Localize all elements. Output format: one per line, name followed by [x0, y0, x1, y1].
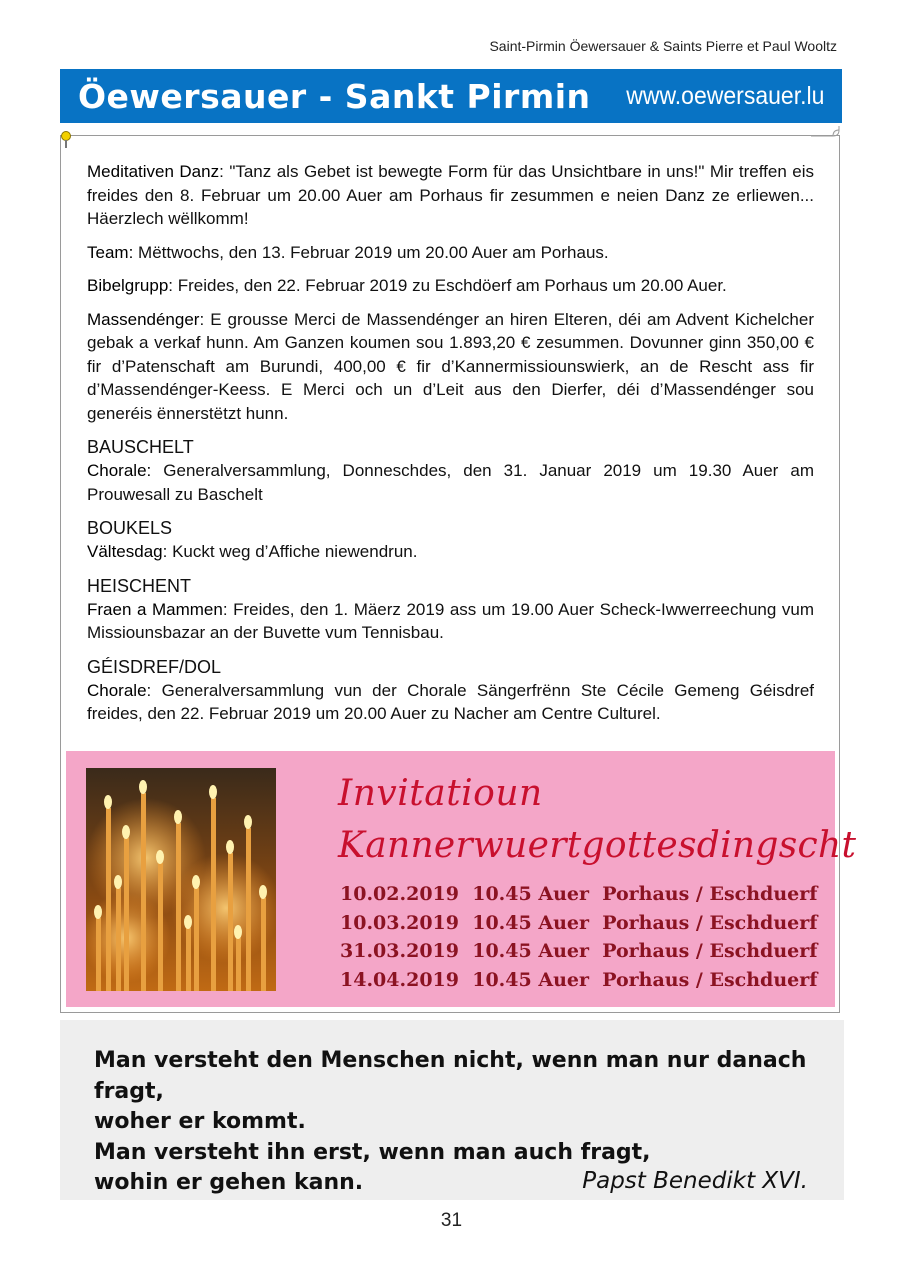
section-heading: BOUKELS	[87, 518, 173, 538]
section-heading: GÉISDREF/DOL	[87, 656, 222, 677]
section-heading: BAUSCHELT	[87, 437, 194, 457]
date-line: 31.03.2019 10.45 Auer Porhaus / Eschduerf	[340, 940, 818, 962]
announcement-item: Team: Mëttwochs, den 13. Februar 2019 um 20.00 Auer am Porhaus.	[87, 242, 609, 262]
quote-line: wohin er gehen kann.	[94, 1170, 364, 1195]
invitation-subtitle: Kannerwuertgottesdingscht	[338, 825, 857, 866]
quote-line: Man versteht ihn erst, wenn man auch fragt,	[94, 1139, 651, 1165]
announcement-content	[87, 160, 814, 736]
section-item: Fraen a Mammen: Freides, den 1. Mäerz 2019 ass um 19.00 Auer Scheck-Iwwerreechung vum Missiounsbazar an der Buvette vum Tennisbau.	[87, 599, 814, 642]
candles-photo	[86, 768, 276, 991]
date-line: 14.04.2019 10.45 Auer Porhaus / Eschduerf	[340, 968, 818, 991]
section-heading: HEISCHENT	[87, 575, 192, 596]
parish-banner	[60, 69, 842, 123]
section-item: Chorale: Generalversammlung, Donneschdes, den 31. Januar 2019 um 19.30 Auer am Prouwesall zu Baschelt	[87, 461, 814, 504]
quote-line: Man versteht den Menschen nicht, wenn man nur danach fragt,	[94, 1048, 807, 1104]
page-number: 31	[440, 1210, 463, 1231]
invitation-title: Invitatioun	[338, 773, 543, 814]
banner-title: Öewersauer - Sankt Pirmin	[78, 76, 591, 116]
announcement-item: Meditativen Danz: "Tanz als Gebet ist bewegte Form für das Unsichtbare in uns!" Mir treffen eis freides den 8. Februar um 20.00 Auer am Porhaus fir zesummen e neien Danz ze erliewen... Häerzlech wëllkomm!	[87, 162, 814, 228]
announcement-item: Massendénger: E grousse Merci de Massendénger an hiren Elteren, déi am Advent Kichelcher gebak a verkaf hunn. Am Ganzen koumen sou 1.893,20 € zesummen. Dovunner ginn 350,00 € fir d’Patenschaft am Burundi, 400,00 € fir d’Kannermissiounswierk, an de Rescht ass fir d’Massendénger-Keess. E Merci och un d’Leit aus den Dierfer, déi d’Massendénger sou generéis ënnerstëtzt hunn.	[87, 309, 814, 423]
date-line: 10.03.2019 10.45 Auer Porhaus / Eschduerf	[340, 911, 818, 934]
page-curl-icon	[811, 126, 841, 142]
announcement-item: Bibelgrupp: Freides, den 22. Februar 2019 zu Eschdöerf am Porhaus um 20.00 Auer.	[87, 276, 727, 295]
quote-author: Papst Benedikt XVI.	[582, 1168, 808, 1194]
date-line: 10.02.2019 10.45 Auer Porhaus / Eschduerf	[340, 883, 818, 905]
section-item: Vältesdag: Kuckt weg d’Affiche niewendrun.	[87, 542, 418, 561]
invitation-box	[66, 751, 857, 1007]
pushpin-icon	[60, 131, 72, 149]
invitation-dates	[340, 880, 817, 994]
quote-box	[60, 1020, 844, 1200]
banner-url[interactable]: www.oewersauer.lu	[625, 81, 824, 110]
parish-header: Saint-Pirmin Öewersauer & Saints Pierre et Paul Wooltz	[489, 38, 837, 54]
section-item: Chorale: Generalversammlung vun der Chorale Sängerfrënn Ste Cécile Gemeng Géisdref freides, den 22. Februar 2019 um 20.00 Auer zu Nacher am Centre Culturel.	[87, 680, 814, 723]
quote-line: woher er kommt.	[94, 1109, 306, 1134]
